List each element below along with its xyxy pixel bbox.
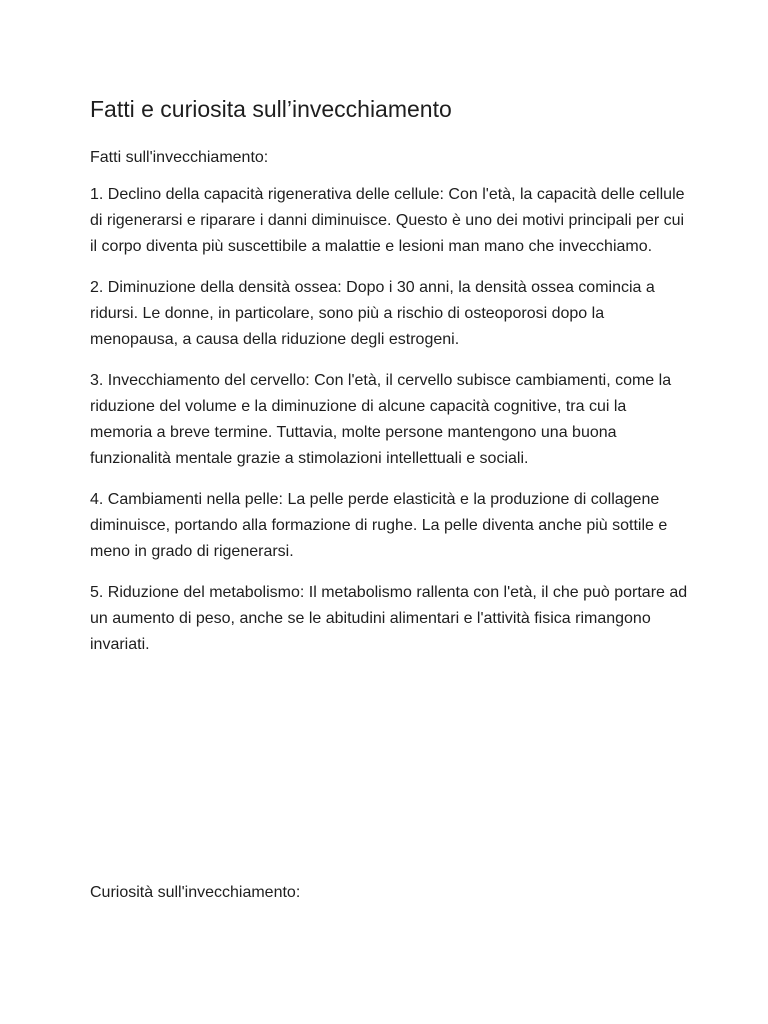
- facts-heading: Fatti sull'invecchiamento:: [90, 149, 269, 166]
- fact-item-2: 2. Diminuzione della densità ossea: Dopo i 30 anni, la densità ossea comincia a ridursi. Le donne, in particolare, sono più a rischio di osteoporosi dopo la menopausa, a causa della riduzione degli estrogeni.: [90, 279, 655, 348]
- fact-item-5: 5. Riduzione del metabolismo: Il metabolismo rallenta con l'età, il che può portare ad un aumento di peso, anche se le abitudini alimentari e l'attività fisica rimangono invariati.: [90, 584, 688, 653]
- curiosities-heading: Curiosità sull'invecchiamento:: [90, 884, 301, 901]
- fact-item-3: 3. Invecchiamento del cervello: Con l'età, il cervello subisce cambiamenti, come la riduzione del volume e la diminuzione di alcune capacità cognitive, tra cui la memoria a breve termine. Tuttavia, molte persone mantengono una buona funzionalità mentale grazie a stimolazioni intellettuali e sociali.: [90, 372, 672, 467]
- fact-item-1: 1. Declino della capacità rigenerativa delle cellule: Con l'età, la capacità delle cellule di rigenerarsi e riparare i danni diminuisce. Questo è uno dei motivi principali per cui il corpo diventa più suscettibile a malattie e lesioni man mano che invecchiamo.: [90, 186, 685, 255]
- fact-item-4: 4. Cambiamenti nella pelle: La pelle perde elasticità e la produzione di collagene diminuisce, portando alla formazione di rughe. La pelle diventa anche più sottile e meno in grado di rigenerarsi.: [90, 491, 668, 560]
- document-title: Fatti e curiosita sull’invecchiamento: [90, 96, 452, 122]
- facts-list: [90, 182, 690, 673]
